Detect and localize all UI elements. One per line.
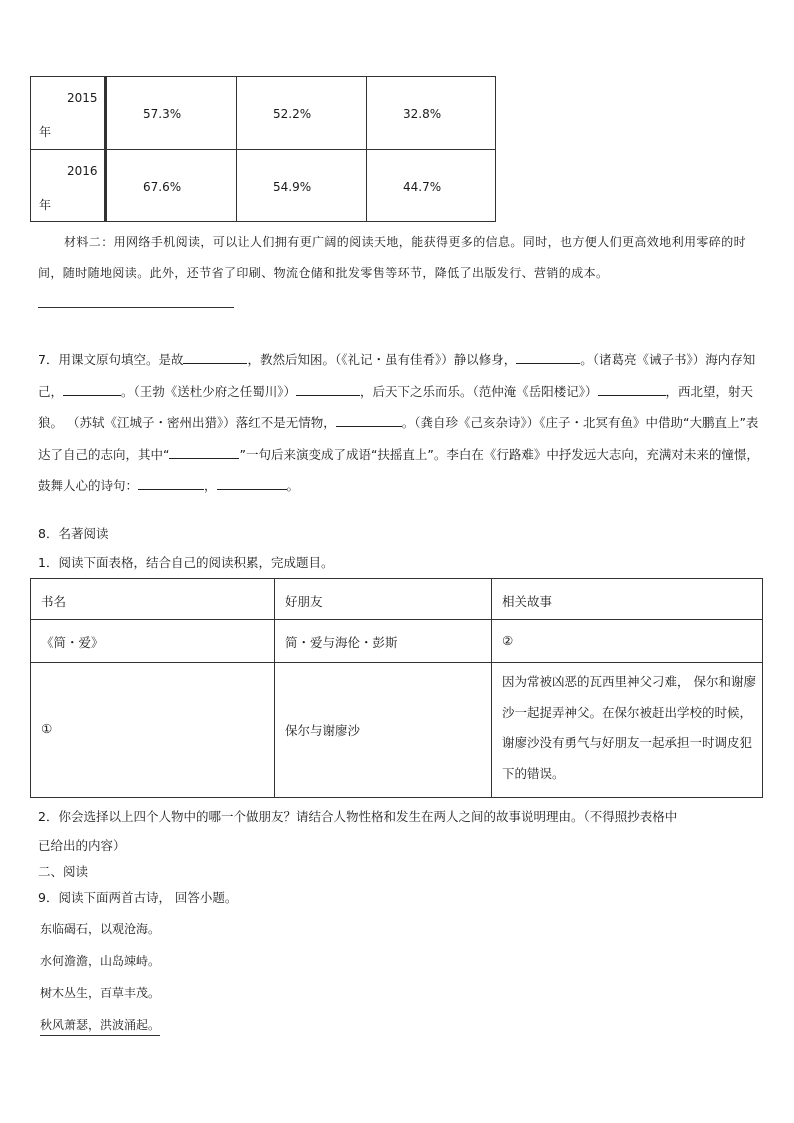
poem-line: 树木丛生，百草丰茂。 [40,986,161,1000]
fill-blank[interactable] [296,383,360,396]
material-two-paragraph: 材料二：用网络手机阅读，可以让人们拥有更广阔的阅读天地，能获得更多的信息。同时，也方便人们更高效地利用零碎的时间，随时随地阅读。此外，还节省了印刷、物流仓储和批发零售等环节，降低了出版发行、营销的成本。 [38,235,747,280]
fill-blank[interactable] [183,351,247,364]
table-row [31,663,762,797]
header-cell: 好朋友 [275,579,492,619]
table-cell: ② [502,633,514,648]
table-header-row [31,579,762,620]
question-8-sub2: 2．你会选择以上四个人物中的哪一个做朋友？请结合人物性格和发生在两人之间的故事说明理由。（不得照抄表格中 [38,809,678,824]
question-8-sub2-cont: 已给出的内容） [38,838,126,853]
year-cell: 2015 年 [31,77,107,149]
poem-line: 水何澹澹，山岛竦峙。 [40,954,161,968]
fill-blank[interactable] [169,446,239,459]
header-cell: 相关故事 [502,594,553,609]
table-row [31,150,495,222]
books-friends-table [30,578,763,798]
question-8-sub1: 1．阅读下面表格，结合自己的阅读积累，完成题目。 [38,555,334,570]
section-heading: 二、阅读 [38,864,89,879]
reading-rate-table [30,76,496,222]
answer-line [38,307,234,308]
value-cell: 57.3% [107,77,237,149]
value-cell: 52.2% [237,77,367,149]
question-8-title: 8．名著阅读 [38,526,109,541]
table-cell: ① [31,663,275,797]
value-cell: 44.7% [403,180,442,194]
fill-blank[interactable] [516,351,580,364]
fill-blank[interactable] [336,414,402,427]
fill-blank[interactable] [598,383,666,396]
fill-blank[interactable] [63,383,121,396]
table-row [31,77,495,150]
year-cell: 2016 年 [31,150,107,222]
table-cell: 简・爱与海伦・彭斯 [275,620,492,662]
poem-line: 东临碣石，以观沧海。 [40,922,161,936]
header-cell: 书名 [31,579,275,619]
fill-blank[interactable] [138,477,204,490]
table-cell: 因为常被凶恶的瓦西里神父刁难， 保尔和谢廖沙一起捉弄神父。在保尔被赶出学校的时候，谢廖沙没有勇气与好朋友一起承担一时调皮犯下的错误。 [502,674,756,781]
value-cell: 32.8% [403,107,442,121]
question-7: 7．用课文原句填空。是故 ，教然后知困。（《礼记・虽有佳肴》）静以修身， 。（诸葛亮《诫子书》）海内存知己， 。（王勃《送杜少府之任蜀川》） ，后天下之乐而乐。（范仲淹《岳阳楼记》） ，西北望，射天狼。 （苏轼《江城子・密州出猎》）落红不是无情物， 。（龚自珍《己亥杂诗》）《庄子・北冥有鱼》中借助“大鹏直上”表达了自己的志向，其中“ ”一句后来演变成了成语“扶摇直上”。李白在《行路难》中抒发远大志向，充满对未来的憧憬，鼓舞人心的诗句： ， 。 [38,352,759,493]
fill-blank[interactable] [217,477,287,490]
table-row [31,620,762,663]
value-cell: 67.6% [107,150,237,222]
table-cell: 保尔与谢廖沙 [275,663,492,797]
question-9-title: 9．阅读下面两首古诗， 回答小题。 [38,890,238,905]
value-cell: 54.9% [237,150,367,222]
table-cell: 《简・爱》 [31,620,275,662]
poem-line: 秋风萧瑟，洪波涌起。 [40,1016,160,1036]
